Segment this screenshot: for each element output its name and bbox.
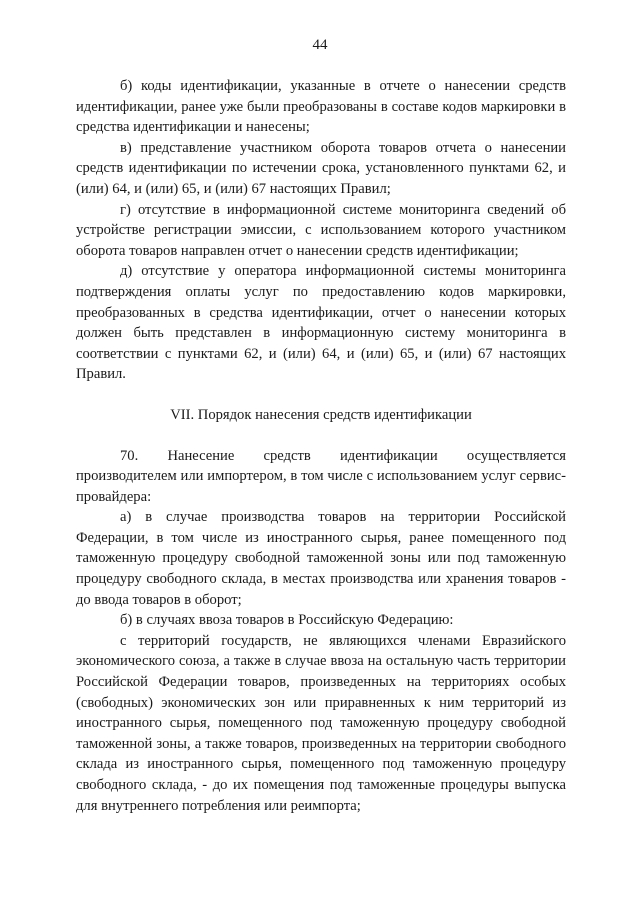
paragraph-v: в) представление участником оборота товаров отчета о нанесении средств идентификации по истечении срока, установленного пунктами 62, и (или) 64, и (или) 65, и (или) 67 настоящих Правил; bbox=[76, 139, 566, 197]
section-heading: VII. Порядок нанесения средств идентификации bbox=[170, 406, 472, 423]
page-number: 44 bbox=[312, 37, 328, 53]
paragraph-70-b: б) в случаях ввоза товаров в Российскую Федерацию: bbox=[120, 612, 454, 629]
paragraph-70-b-territories: с территорий государств, не являющихся членами Евразийского экономического союза, а также в случае ввоза на остальную часть территории Российской Федерации товаров, произведенных на территориях особых (свободных) экономических зон или приравненных к ним территорий из иностранного сырья, помещенного под таможенную процедуру свободной таможенной зоны, а также товаров, произведенных на территории свободного склада из иностранного сырья, помещенного под таможенную процедуру свободного склада, - до их помещения под таможенные процедуры выпуска для внутреннего потребления или реимпорта; bbox=[76, 632, 566, 814]
paragraph-70-a: а) в случае производства товаров на территории Российской Федерации, в том числе из иностранного сырья, ранее помещенного под таможенную процедуру свободной таможенной зоны или под таможенную процедуру свободного склада, в местах производства или хранения товаров - до ввода товаров в оборот; bbox=[76, 509, 566, 608]
paragraph-d: д) отсутствие у оператора информационной системы мониторинга подтверждения оплаты услуг по предоставлению кодов маркировки, преобразованных в средства идентификации, отчет о нанесении которых должен быть представлен в информационную систему мониторинга в соответствии с пунктами 62, и (или) 64, и (или) 65, и (или) 67 настоящих Правил. bbox=[76, 263, 566, 383]
paragraph-70: 70. Нанесение средств идентификации осуществляется производителем или импортером, в том числе с использованием услуг сервис-провайдера: bbox=[76, 447, 566, 505]
document-body bbox=[76, 76, 566, 816]
paragraph-g: г) отсутствие в информационной системе мониторинга сведений об устройстве регистрации эмиссии, с использованием которого участником оборота товаров направлен отчет о нанесении средств идентификации; bbox=[76, 201, 566, 259]
paragraph-b: б) коды идентификации, указанные в отчете о нанесении средств идентификации, ранее уже были преобразованы в составе кодов маркировки в средства идентификации и нанесены; bbox=[76, 78, 566, 136]
